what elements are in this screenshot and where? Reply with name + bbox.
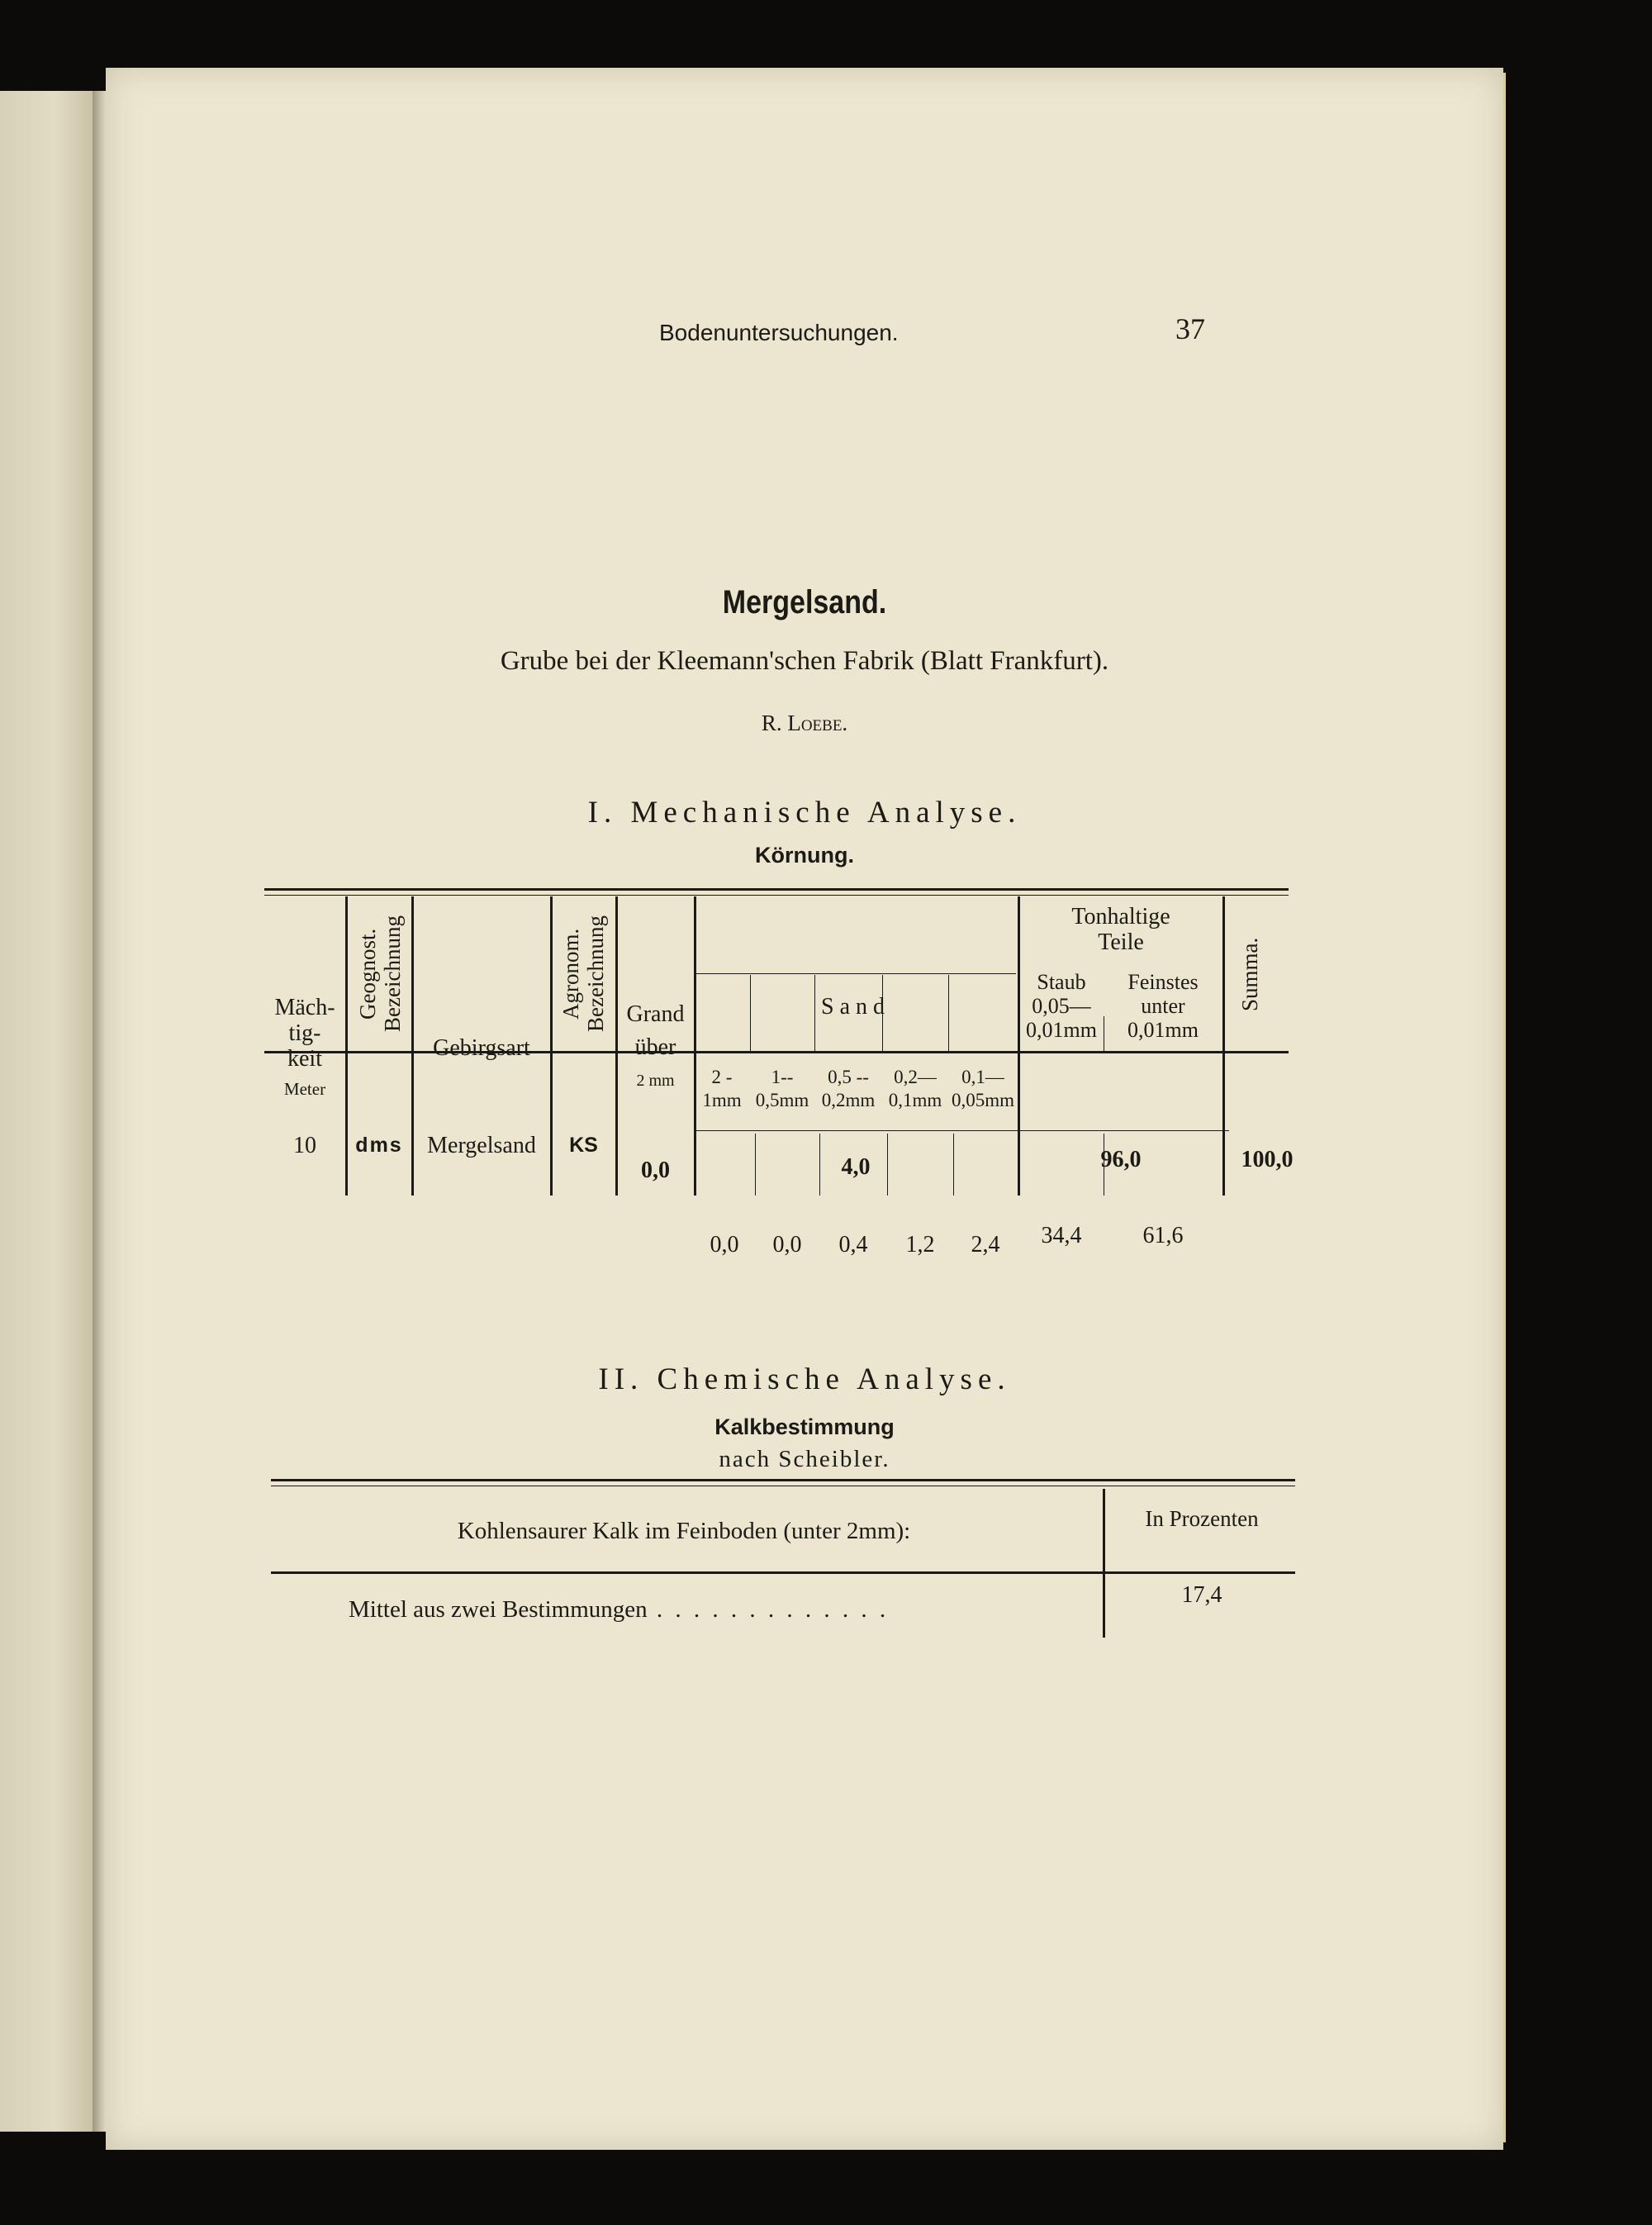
cell-summa: 100,0 xyxy=(1241,1147,1294,1172)
header-meter: Meter xyxy=(283,1079,326,1099)
value-sub-rule xyxy=(694,1130,1229,1131)
mechanical-heading: I. Mechanische Analyse. xyxy=(587,796,1022,830)
header-sand-fraction: 0,2— 0,1mm xyxy=(888,1067,942,1110)
cell-sand-value: 0,4 xyxy=(838,1232,868,1258)
col-rule xyxy=(694,896,696,1196)
cell-sand-value: 1,2 xyxy=(905,1232,935,1258)
header-sand-fraction: 1-- 0,5mm xyxy=(755,1067,809,1110)
cell-ton-total: 96,0 xyxy=(1100,1147,1142,1172)
chem-row xyxy=(349,1596,889,1624)
cell-grand: 0,0 xyxy=(641,1158,670,1183)
chem-col-label: Kohlensaurer Kalk im Feinboden (unter 2mm): xyxy=(457,1518,911,1544)
header-agronom: Agronom. Bezeichnung xyxy=(558,915,608,1033)
cell-sand-value: 0,0 xyxy=(772,1232,802,1258)
page-title: Mergelsand. xyxy=(722,584,887,620)
chem-row-dots: . . . . . . . . . . . . . xyxy=(656,1596,890,1623)
chem-header-rule xyxy=(271,1571,1295,1574)
chemical-subheading: Kalkbestimmung xyxy=(714,1414,895,1439)
mechanical-subheading: Körnung. xyxy=(755,843,854,868)
header-sand-fraction: 2 - 1mm xyxy=(702,1067,742,1110)
chemical-heading: II. Chemische Analyse. xyxy=(598,1362,1011,1396)
cell-staub: 34,4 xyxy=(1041,1223,1082,1248)
header-maechtigkeit: Mäch- tig- keit Meter xyxy=(264,995,345,1102)
cell-agronom: KS xyxy=(569,1134,598,1157)
table-top-rule-2 xyxy=(264,895,1289,896)
cell-feinstes: 61,6 xyxy=(1142,1223,1184,1248)
header-tonhaltige: Tonhaltige Teile xyxy=(1071,904,1170,955)
chemical-method: nach Scheibler. xyxy=(719,1446,890,1472)
page-number: 37 xyxy=(1175,312,1205,345)
subtitle: Grube bei der Kleemann'schen Fabrik (Blatt Frankfurt). xyxy=(500,646,1109,676)
author: R. Loebe. xyxy=(761,711,848,735)
chem-top-rule xyxy=(271,1479,1295,1481)
header-sand-fraction: 0,1— 0,05mm xyxy=(951,1067,1015,1110)
header-staub: Staub 0,05— 0,01mm xyxy=(1026,970,1097,1042)
header-grand: Grand über 2 mm xyxy=(626,1001,685,1090)
cell-sand-value: 0,0 xyxy=(710,1232,739,1258)
header-sand: Sand xyxy=(821,994,890,1020)
cell-maechtigkeit: 10 xyxy=(293,1133,316,1158)
cell-sand-total: 4,0 xyxy=(841,1154,871,1180)
chem-row-label: Mittel aus zwei Bestimmungen xyxy=(349,1596,648,1623)
table-top-rule xyxy=(264,888,1289,891)
book-page xyxy=(106,68,1503,2150)
header-gebirgsart: Gebirgsart xyxy=(433,1035,530,1061)
sand-sub-rule xyxy=(694,973,1016,974)
left-page-edge xyxy=(0,91,93,2132)
chem-col-rule xyxy=(1103,1489,1105,1638)
cell-gebirgsart: Mergelsand xyxy=(427,1133,536,1158)
chem-row-value: 17,4 xyxy=(1181,1582,1222,1608)
header-summa: Summa. xyxy=(1237,937,1262,1011)
chem-col-unit: In Prozenten xyxy=(1145,1506,1259,1531)
running-title: Bodenuntersuchungen. xyxy=(659,320,899,345)
header-feinstes: Feinstes unter 0,01mm xyxy=(1127,970,1199,1042)
header-geognost: Geognost. Bezeichnung xyxy=(355,915,405,1033)
cell-geognost: dms xyxy=(355,1134,403,1157)
header-sand-fraction: 0,5 -- 0,2mm xyxy=(821,1067,876,1110)
cell-sand-value: 2,4 xyxy=(971,1232,1000,1258)
